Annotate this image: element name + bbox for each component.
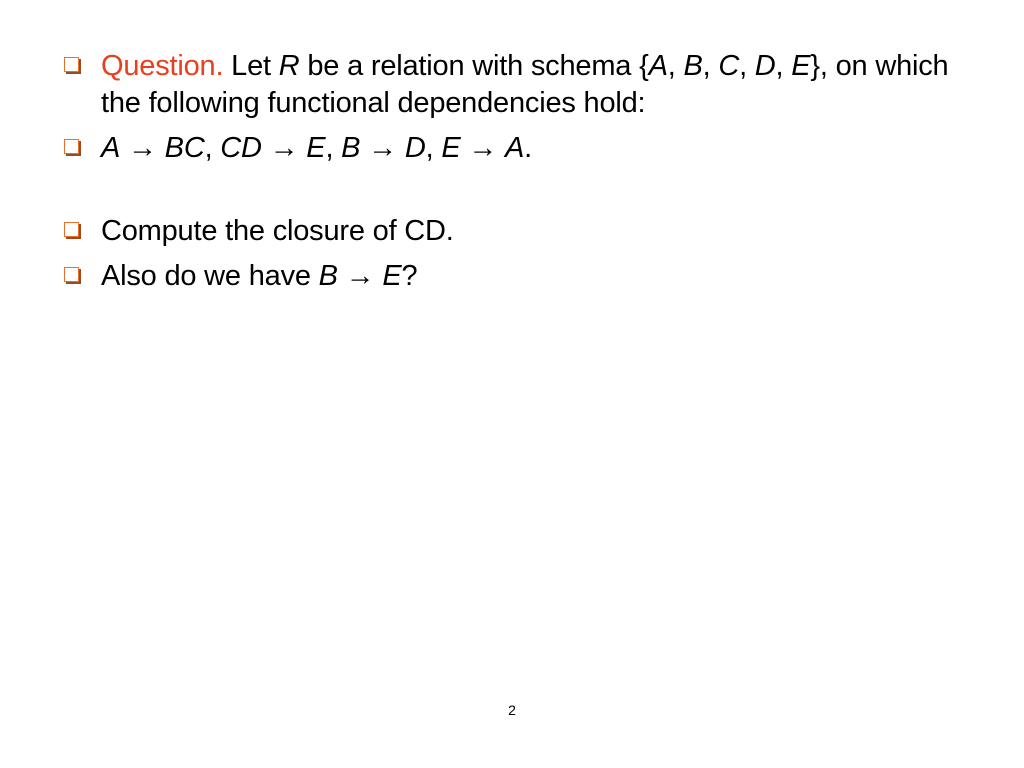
question-mark: ? (401, 260, 418, 292)
comma: , (667, 50, 684, 82)
bullet-list (62, 48, 962, 303)
arrow-icon: → (261, 132, 307, 164)
fd3-lhs: B (341, 132, 361, 164)
fd4-lhs: E (441, 132, 461, 164)
variable-r: R (278, 50, 300, 82)
fd4-rhs: A (504, 132, 525, 164)
checkbox-bullet-icon (64, 222, 79, 237)
checkbox-bullet-icon (64, 139, 79, 154)
arrow-icon: → (120, 132, 165, 164)
variable-c: C (718, 50, 740, 82)
fd3-rhs: D (404, 132, 426, 164)
bullet-closure (62, 213, 962, 250)
period: . (524, 132, 532, 164)
question-label: Question. (101, 50, 224, 82)
bullet-b-implies-e (62, 258, 962, 295)
variable-e: E (382, 260, 402, 292)
arrow-icon: → (360, 132, 405, 164)
text: be a relation with schema { (299, 50, 649, 82)
variable-b: B (318, 260, 338, 292)
variable-e: E (791, 50, 811, 82)
arrow-icon: → (460, 132, 505, 164)
comma: , (702, 50, 719, 82)
variable-d: D (754, 50, 776, 82)
comma: , (775, 50, 792, 82)
separator: , (204, 132, 221, 164)
bullet-dependencies (62, 130, 962, 167)
text: Also do we have (101, 260, 319, 292)
arrow-icon: → (337, 260, 383, 292)
fd1-lhs: A (101, 132, 121, 164)
separator: , (425, 132, 442, 164)
text: Let (223, 50, 279, 82)
text: }, on which the following functional dependencies hold: (101, 50, 949, 119)
comma: , (739, 50, 755, 82)
fd2-rhs: E (306, 132, 326, 164)
variable-b: B (683, 50, 703, 82)
bullet-question (62, 48, 962, 122)
page-number: 2 (508, 702, 516, 718)
fd1-rhs: BC (164, 132, 205, 164)
closure-text: Compute the closure of CD. (101, 215, 454, 247)
separator: , (325, 132, 342, 164)
variable-a: A (648, 50, 668, 82)
checkbox-bullet-icon (64, 267, 79, 282)
fd2-lhs: CD (220, 132, 262, 164)
checkbox-bullet-icon (64, 57, 79, 72)
